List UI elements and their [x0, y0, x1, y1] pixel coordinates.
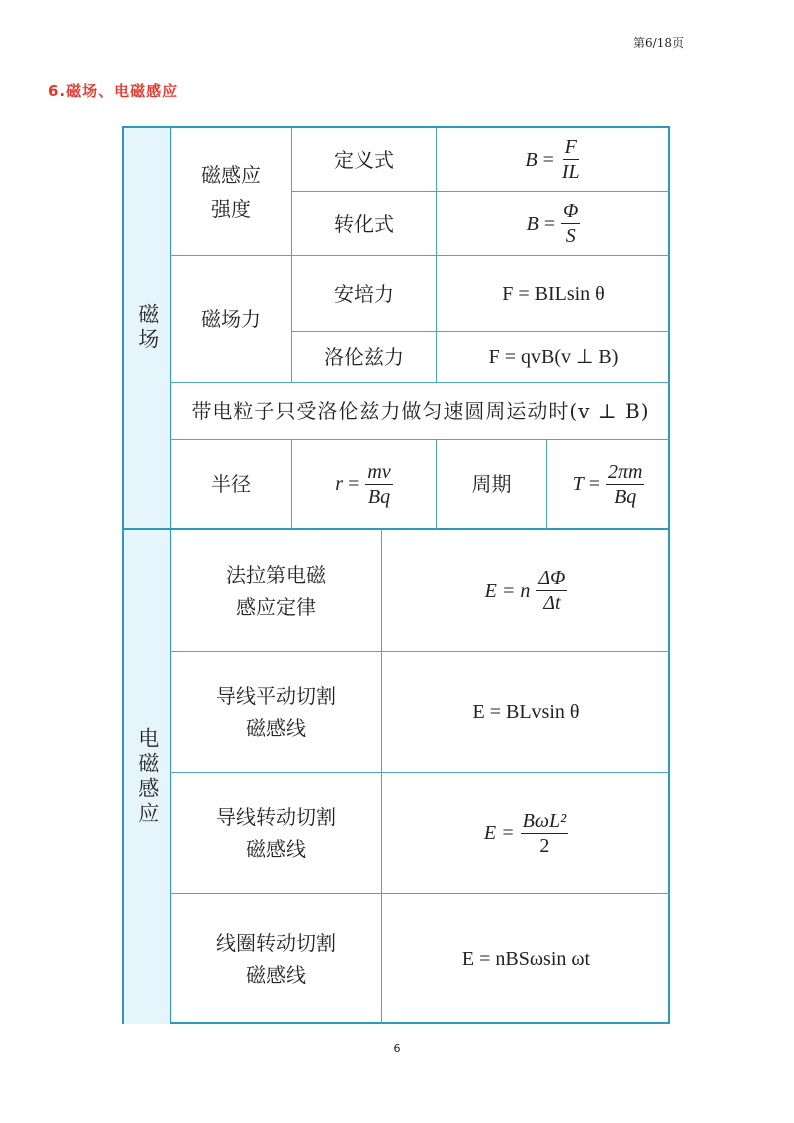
type-definition: 定义式: [334, 147, 394, 172]
fraction: $\frac{F}{IL}$: [561, 136, 580, 183]
circular-motion-note: 带电粒子只受洛伦兹力做匀速圆周运动时(v ⊥ B): [191, 399, 650, 423]
page-indicator: 第6/18页: [633, 36, 684, 50]
formula-b-conversion: B = $\frac{\Phi}{S}$: [526, 200, 579, 247]
fraction: $\frac{2\pi m}{Bq}$: [607, 460, 643, 508]
formula-rotating-coil: E = nBSωsin ωt: [461, 948, 591, 970]
fraction: $\frac{\Phi}{S}$: [563, 200, 579, 247]
divider: [124, 528, 170, 530]
type-ampere-force: 安培力: [334, 281, 394, 306]
label-rotating-wire: 导线转动切割 磁感线: [216, 805, 336, 861]
formula-radius: r = $\frac{mv}{Bq}$: [335, 460, 391, 508]
label-radius: 半径: [211, 472, 251, 496]
fraction: $\frac{\text{BωL²}}{2}$: [522, 809, 567, 857]
formula-linear-cutting: E = BLvsin θ: [472, 701, 580, 723]
label-period: 周期: [471, 472, 512, 496]
page-number: 6: [393, 1042, 401, 1055]
label-text: 磁感应强度: [201, 162, 261, 221]
label-rotating-coil: 线圈转动切割 磁感线: [216, 931, 336, 987]
fraction: $\frac{\Delta\Phi}{\Delta t}$: [538, 567, 566, 614]
category-magnetic-field: 磁场: [124, 128, 170, 528]
formula-lorentz-force: F = qvB(v ⊥ B): [488, 346, 619, 368]
label-induction-strength: [171, 128, 291, 255]
formula-b-definition: B = $\frac{F}{IL}$: [525, 136, 580, 183]
formula-faraday-law: E = n $\frac{\Delta\Phi}{\Delta t}$: [484, 567, 566, 614]
label-faraday-law: 法拉第电磁 感应定律: [226, 562, 326, 619]
label-magnetic-force: 磁场力: [201, 307, 261, 331]
type-lorentz-force: 洛伦兹力: [324, 345, 404, 369]
formula-ampere-force: F = BILsin θ: [502, 282, 605, 305]
fraction: $\frac{mv}{Bq}$: [367, 460, 391, 508]
formula-rotating-wire: E = $\frac{\text{BωL²}}{2}$: [483, 809, 567, 857]
section-title: 6.磁场、电磁感应: [48, 82, 179, 100]
type-conversion: 转化式: [334, 211, 394, 236]
label-linear-cutting: 导线平动切割 磁感线: [216, 684, 336, 740]
formula-period: T = $\frac{2\pi m}{Bq}$: [572, 460, 643, 508]
category-em-induction: 电磁感应: [124, 529, 170, 1024]
formula-table: [122, 126, 670, 1024]
